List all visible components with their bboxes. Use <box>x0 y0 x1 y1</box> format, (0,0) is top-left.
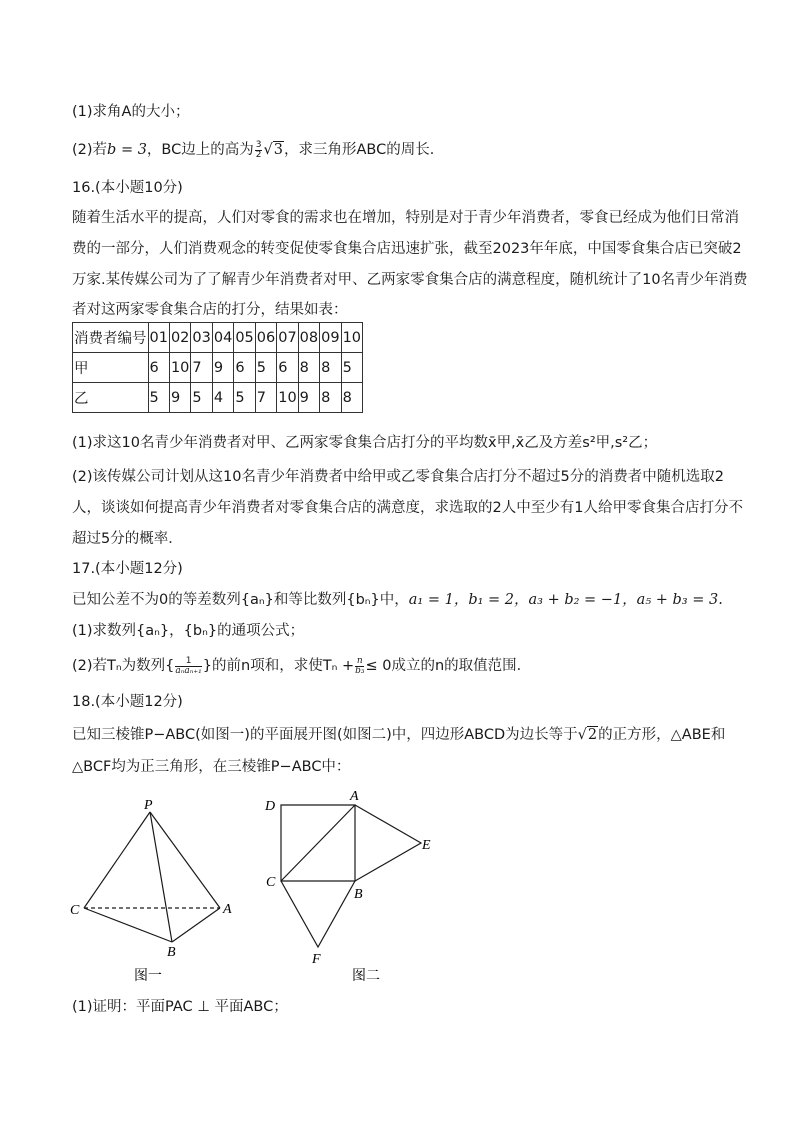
table-header-cell: 02 <box>169 323 190 353</box>
label-a: A <box>350 789 359 804</box>
table-cell: 9 <box>169 383 190 413</box>
q17-part2-text-c: ≤ 0成立的n的取值范围． <box>365 658 532 674</box>
q16-para-line-3: 万家.某传媒公司为了了解青少年消费者对甲、乙两家零食集合店的满意程度，随机统计了10名青少年消费 <box>72 272 748 288</box>
table-cell: 7 <box>191 353 212 383</box>
q16-part2-line-3: 超过5分的概率． <box>72 531 183 547</box>
table-cell: 乙 <box>73 383 149 413</box>
label-d: D <box>265 799 276 814</box>
q17-fraction-2 <box>355 657 364 676</box>
q15-part1: (1)求角A的大小； <box>72 104 190 120</box>
q17-part2-text-b: }的前n项和，求使Tₙ + <box>202 658 355 674</box>
label-a: A <box>223 902 232 917</box>
q18-stem-text-b: 的正方形，△ABE和 <box>598 727 726 743</box>
table-cell: 6 <box>277 353 298 383</box>
q16-para-line-2: 费的一部分，人们消费观念的转变促使零食集合店迅速扩张，截至2023年年底，中国零食集合店已突破2 <box>72 241 742 257</box>
q17-fraction-num: 1 <box>175 657 201 667</box>
figure-1-caption: 图一 <box>134 969 162 984</box>
triangle-bcf <box>281 881 355 947</box>
q18-stem-line-2: △BCF均为正三角形，在三棱锥P−ABC中： <box>72 759 351 775</box>
table-cell: 5 <box>255 353 276 383</box>
table-cell: 10 <box>169 353 190 383</box>
q17-fraction-2-den: b₃ <box>355 665 365 676</box>
label-e: E <box>422 838 431 853</box>
table-cell: 10 <box>277 383 298 413</box>
q17-stem-conditions: a₁ = 1，b₁ = 2，a₃ + b₂ = −1，a₅ + b₃ = 3. <box>408 592 723 608</box>
figure-2-net <box>255 785 445 990</box>
table-header-cell: 01 <box>148 323 169 353</box>
table-cell: 5 <box>234 383 255 413</box>
label-c: C <box>70 903 80 918</box>
q17-part2-text-a: (2)若Tₙ为数列{ <box>72 658 175 674</box>
edge-pa <box>150 812 220 908</box>
table-header-cell: 05 <box>234 323 255 353</box>
table-cell: 甲 <box>73 353 149 383</box>
table-header-cell: 03 <box>191 323 212 353</box>
q16-part2-line-2: 人，谈谈如何提高青少年消费者对零食集合店的满意度，求选取的2人中至少有1人给甲零食集合店打分不 <box>72 500 743 516</box>
score-table <box>72 322 363 413</box>
q16-para-line-1: 随着生活水平的提高，人们对零食的需求也在增加，特别是对于青少年消费者，零食已经成为他们日常消 <box>72 210 739 226</box>
q17-part1: (1)求数列{aₙ}，{bₙ}的通项公式； <box>72 623 305 639</box>
q16-part1: (1)求这10名青少年消费者对甲、乙两家零食集合店打分的平均数x̄甲,x̄乙及方差s²甲,s²乙； <box>72 435 658 451</box>
q18-stem-line-1 <box>72 725 725 745</box>
label-f: F <box>312 952 321 967</box>
table-cell: 6 <box>234 353 255 383</box>
table-header-cell: 08 <box>298 323 319 353</box>
score-table-header-row <box>73 323 363 353</box>
table-cell: 7 <box>255 383 276 413</box>
label-b: B <box>167 945 176 960</box>
q15-part2-text-d: ，求三角形ABC的周长． <box>283 142 445 158</box>
table-cell: 5 <box>341 353 362 383</box>
q17-part2 <box>72 656 531 676</box>
triangle-abe <box>355 805 421 881</box>
table-header-cell: 09 <box>320 323 341 353</box>
figure-2-caption: 图二 <box>352 969 380 984</box>
diagonal-ca <box>281 805 355 881</box>
table-cell: 8 <box>298 353 319 383</box>
q18-sqrt: √2 <box>577 727 598 743</box>
q15-fraction-den: 2 <box>255 149 262 160</box>
table-cell: 5 <box>191 383 212 413</box>
table-header-cell: 07 <box>277 323 298 353</box>
table-cell: 8 <box>320 353 341 383</box>
q15-part2-text-a: (2)若 <box>72 142 108 158</box>
figure-1-tetrahedron <box>60 790 250 990</box>
label-c: C <box>266 875 276 890</box>
table-cell: 4 <box>212 383 233 413</box>
label-p: P <box>144 798 153 813</box>
q16-para-line-4: 者对这两家零食集合店的打分，结果如表： <box>72 302 348 318</box>
q16-part2-line-1: (2)该传媒公司计划从这10名青少年消费者中给甲或乙零食集合店打分不超过5分的消费者中随机选取2 <box>72 469 724 485</box>
table-cell: 8 <box>320 383 341 413</box>
table-header-cell: 消费者编号 <box>73 323 149 353</box>
table-cell: 6 <box>148 353 169 383</box>
q17-stem-text: 已知公差不为0的等差数列{aₙ}和等比数列{bₙ}中， <box>72 592 409 608</box>
q17-fraction-2-num: n <box>356 655 363 666</box>
label-b: B <box>354 887 363 902</box>
q15-fraction-num: 3 <box>255 139 262 150</box>
q15-part2-eq: b = 3 <box>107 142 147 158</box>
q17-heading: 17.(本小题12分) <box>72 561 183 577</box>
q15-sqrt: √3 <box>263 142 283 158</box>
q15-fraction <box>255 141 263 160</box>
table-cell: 5 <box>148 383 169 413</box>
table-cell: 9 <box>298 383 319 413</box>
edge-pc <box>84 812 150 908</box>
edge-cb <box>84 908 172 942</box>
q17-fraction <box>175 657 201 676</box>
q15-sqrt-radicand: 3 <box>273 142 283 158</box>
q18-stem-text-a: 已知三棱锥P−ABC(如图一)的平面展开图(如图二)中，四边形ABCD为边长等于 <box>72 727 578 743</box>
q17-fraction-den: aₙaₙ₊₁ <box>175 665 202 676</box>
table-row <box>73 383 363 413</box>
edge-pb <box>150 812 172 942</box>
table-cell: 9 <box>212 353 233 383</box>
q17-stem <box>72 590 723 610</box>
table-header-cell: 06 <box>255 323 276 353</box>
table-row <box>73 353 363 383</box>
q18-heading: 18.(本小题12分) <box>72 694 183 710</box>
q18-sqrt-radicand: 2 <box>587 727 598 743</box>
q15-part2 <box>72 140 444 160</box>
edge-ba <box>172 908 220 942</box>
table-header-cell: 10 <box>341 323 362 353</box>
q16-heading: 16.(本小题10分) <box>72 180 183 196</box>
table-header-cell: 04 <box>212 323 233 353</box>
q18-part1: (1)证明：平面PAC ⊥ 平面ABC； <box>72 999 288 1015</box>
table-cell: 8 <box>341 383 362 413</box>
q15-part2-text-c: ，BC边上的高为 <box>146 142 254 158</box>
